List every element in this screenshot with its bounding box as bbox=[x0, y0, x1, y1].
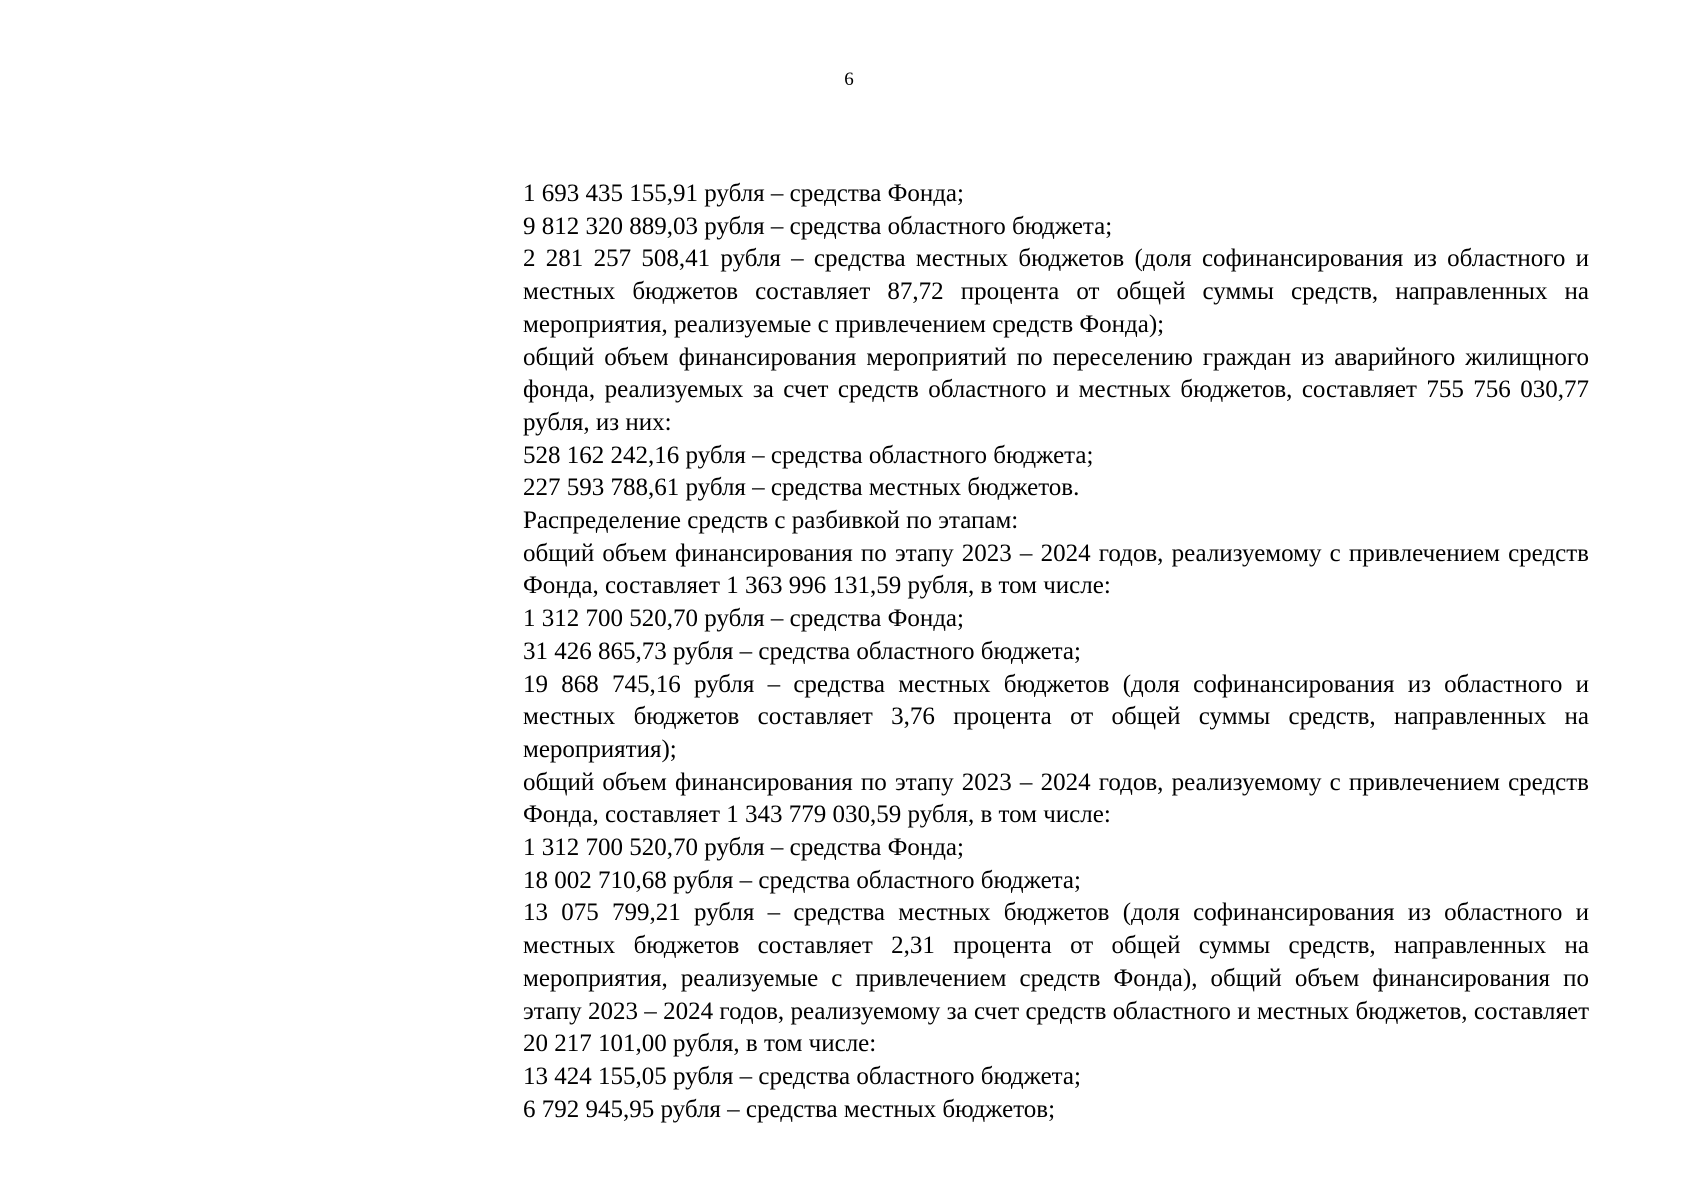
paragraph-stage1-fund: 1 312 700 520,70 рубля – средства Фонда; bbox=[523, 605, 964, 633]
paragraph-local-budget-resettlement: 227 593 788,61 рубля – средства местных бюджетов. bbox=[523, 474, 1080, 502]
paragraph-stage2-fund: 1 312 700 520,70 рубля – средства Фонда; bbox=[523, 834, 964, 862]
document-body bbox=[523, 178, 1589, 1126]
paragraph-stage1-local: 19 868 745,16 рубля – средства местных бюджетов (доля софинансирования из областного и местных бюджетов составляет 3,76 процента от общей суммы средств, направленных на мероприятия); bbox=[523, 670, 1589, 763]
paragraph-total-regional-local: общий объем финансирования мероприятий по переселению граждан из аварийного жилищного фонда, реализуемых за счет средств областного и местных бюджетов, составляет 755 756 030,77 рубля, из них: bbox=[523, 343, 1589, 436]
page-number: 6 bbox=[844, 69, 854, 90]
paragraph-local-budget-funds: 2 281 257 508,41 рубля – средства местных бюджетов (доля софинансирования из областного и местных бюджетов составляет 87,72 процента от общей суммы средств, направленных на мероприятия, реализуемые с привлечением средств Фонда); bbox=[523, 245, 1589, 338]
paragraph-stage1-regional: 31 426 865,73 рубля – средства областного бюджета; bbox=[523, 637, 1081, 665]
paragraph-distribution-heading: Распределение средств с разбивкой по этапам: bbox=[523, 507, 1019, 535]
paragraph-regional-budget-funds: 9 812 320 889,03 рубля – средства областного бюджета; bbox=[523, 212, 1113, 240]
paragraph-stage-total-2: общий объем финансирования по этапу 2023 – 2024 годов, реализуемому с привлечением средств Фонда, составляет 1 343 779 030,59 рубля, в том числе: bbox=[523, 768, 1589, 829]
paragraph-stage2-local-only: 6 792 945,95 рубля – средства местных бюджетов; bbox=[523, 1095, 1056, 1123]
paragraph-stage-total-1: общий объем финансирования по этапу 2023 – 2024 годов, реализуемому с привлечением средств Фонда, составляет 1 363 996 131,59 рубля, в том числе: bbox=[523, 539, 1589, 600]
paragraph-regional-budget-resettlement: 528 162 242,16 рубля – средства областного бюджета; bbox=[523, 441, 1094, 469]
paragraph-fund-funds: 1 693 435 155,91 рубля – средства Фонда; bbox=[523, 180, 964, 207]
paragraph-stage2-regional: 18 002 710,68 рубля – средства областного бюджета; bbox=[523, 866, 1081, 894]
paragraph-stage2-local: 13 075 799,21 рубля – средства местных бюджетов (доля софинансирования из областного и местных бюджетов составляет 2,31 процента от общей суммы средств, направленных на мероприятия, реализуемые с привлечением средств Фонда), общий объем финансирования по этапу 2023 – 2024 годов, реализуемому за счет средств областного и местных бюджетов, составляет 20 217 101,00 рубля, в том числе: bbox=[523, 899, 1589, 1058]
paragraph-stage2-regional-only: 13 424 155,05 рубля – средства областного бюджета; bbox=[523, 1062, 1081, 1090]
